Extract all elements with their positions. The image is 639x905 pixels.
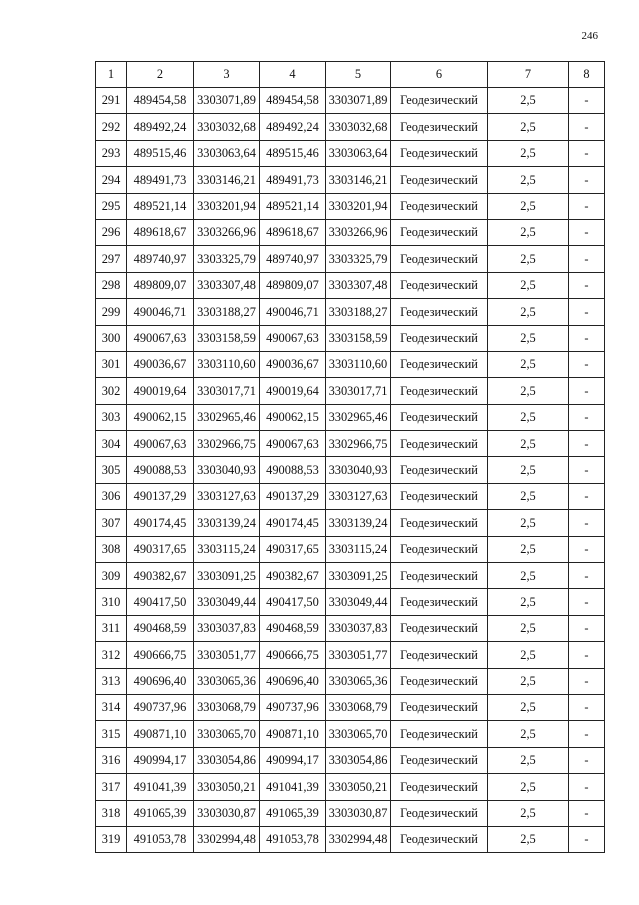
cell-point-number: 313 — [96, 668, 127, 694]
cell-note: - — [569, 483, 605, 509]
cell-y-coordinate: 3303127,63 — [194, 483, 260, 509]
cell-note: - — [569, 774, 605, 800]
cell-method: Геодезический — [391, 563, 488, 589]
cell-y-coordinate: 3303065,36 — [326, 668, 391, 694]
table-row — [96, 114, 605, 140]
table-row — [96, 351, 605, 377]
cell-y-coordinate: 3303050,21 — [326, 774, 391, 800]
cell-point-number: 297 — [96, 246, 127, 272]
cell-x-coordinate: 489618,67 — [127, 219, 194, 245]
table-row — [96, 272, 605, 298]
cell-method: Геодезический — [391, 378, 488, 404]
cell-accuracy: 2,5 — [488, 536, 569, 562]
cell-x-coordinate: 490696,40 — [260, 668, 326, 694]
cell-y-coordinate: 3303127,63 — [326, 483, 391, 509]
cell-point-number: 291 — [96, 88, 127, 114]
cell-y-coordinate: 3303110,60 — [194, 351, 260, 377]
cell-method: Геодезический — [391, 299, 488, 325]
cell-point-number: 295 — [96, 193, 127, 219]
cell-x-coordinate: 490317,65 — [260, 536, 326, 562]
cell-point-number: 312 — [96, 642, 127, 668]
cell-accuracy: 2,5 — [488, 167, 569, 193]
cell-accuracy: 2,5 — [488, 272, 569, 298]
cell-x-coordinate: 490871,10 — [127, 721, 194, 747]
cell-accuracy: 2,5 — [488, 694, 569, 720]
cell-x-coordinate: 490417,50 — [260, 589, 326, 615]
column-header: 1 — [96, 62, 127, 88]
cell-method: Геодезический — [391, 114, 488, 140]
cell-y-coordinate: 3303050,21 — [194, 774, 260, 800]
cell-accuracy: 2,5 — [488, 774, 569, 800]
cell-note: - — [569, 431, 605, 457]
cell-y-coordinate: 3302966,75 — [194, 431, 260, 457]
cell-x-coordinate: 489809,07 — [127, 272, 194, 298]
cell-y-coordinate: 3303201,94 — [326, 193, 391, 219]
cell-method: Геодезический — [391, 536, 488, 562]
cell-note: - — [569, 589, 605, 615]
cell-x-coordinate: 491041,39 — [127, 774, 194, 800]
cell-accuracy: 2,5 — [488, 246, 569, 272]
cell-point-number: 309 — [96, 563, 127, 589]
cell-y-coordinate: 3303307,48 — [194, 272, 260, 298]
cell-method: Геодезический — [391, 272, 488, 298]
cell-y-coordinate: 3303051,77 — [326, 642, 391, 668]
cell-x-coordinate: 490062,15 — [127, 404, 194, 430]
table-row — [96, 246, 605, 272]
cell-y-coordinate: 3303325,79 — [326, 246, 391, 272]
cell-y-coordinate: 3303040,93 — [326, 457, 391, 483]
cell-x-coordinate: 490137,29 — [260, 483, 326, 509]
cell-point-number: 319 — [96, 826, 127, 852]
cell-x-coordinate: 490994,17 — [260, 747, 326, 773]
cell-method: Геодезический — [391, 246, 488, 272]
cell-x-coordinate: 490137,29 — [127, 483, 194, 509]
cell-note: - — [569, 800, 605, 826]
cell-note: - — [569, 88, 605, 114]
cell-x-coordinate: 490019,64 — [127, 378, 194, 404]
table-row — [96, 826, 605, 852]
cell-accuracy: 2,5 — [488, 721, 569, 747]
cell-note: - — [569, 140, 605, 166]
cell-method: Геодезический — [391, 351, 488, 377]
cell-x-coordinate: 489809,07 — [260, 272, 326, 298]
cell-accuracy: 2,5 — [488, 193, 569, 219]
cell-y-coordinate: 3303068,79 — [326, 694, 391, 720]
cell-method: Геодезический — [391, 800, 488, 826]
cell-method: Геодезический — [391, 193, 488, 219]
table-row — [96, 747, 605, 773]
table-row — [96, 483, 605, 509]
cell-y-coordinate: 3303139,24 — [194, 510, 260, 536]
cell-x-coordinate: 490666,75 — [260, 642, 326, 668]
cell-note: - — [569, 642, 605, 668]
cell-y-coordinate: 3303065,36 — [194, 668, 260, 694]
cell-x-coordinate: 489740,97 — [127, 246, 194, 272]
cell-note: - — [569, 536, 605, 562]
cell-y-coordinate: 3303030,87 — [194, 800, 260, 826]
cell-note: - — [569, 272, 605, 298]
cell-point-number: 306 — [96, 483, 127, 509]
cell-y-coordinate: 3303063,64 — [326, 140, 391, 166]
cell-y-coordinate: 3303037,83 — [326, 615, 391, 641]
cell-x-coordinate: 490036,67 — [260, 351, 326, 377]
table-body — [96, 62, 605, 853]
cell-accuracy: 2,5 — [488, 431, 569, 457]
column-header: 6 — [391, 62, 488, 88]
cell-point-number: 294 — [96, 167, 127, 193]
cell-note: - — [569, 351, 605, 377]
column-header: 5 — [326, 62, 391, 88]
cell-y-coordinate: 3303037,83 — [194, 615, 260, 641]
cell-x-coordinate: 491053,78 — [260, 826, 326, 852]
cell-accuracy: 2,5 — [488, 668, 569, 694]
cell-x-coordinate: 490994,17 — [127, 747, 194, 773]
cell-x-coordinate: 490067,63 — [127, 325, 194, 351]
cell-x-coordinate: 491065,39 — [260, 800, 326, 826]
cell-method: Геодезический — [391, 642, 488, 668]
cell-x-coordinate: 489515,46 — [260, 140, 326, 166]
cell-y-coordinate: 3302966,75 — [326, 431, 391, 457]
cell-y-coordinate: 3303091,25 — [194, 563, 260, 589]
cell-method: Геодезический — [391, 167, 488, 193]
cell-point-number: 311 — [96, 615, 127, 641]
cell-y-coordinate: 3302994,48 — [194, 826, 260, 852]
cell-accuracy: 2,5 — [488, 114, 569, 140]
cell-method: Геодезический — [391, 721, 488, 747]
cell-note: - — [569, 457, 605, 483]
cell-method: Геодезический — [391, 747, 488, 773]
cell-y-coordinate: 3303017,71 — [326, 378, 391, 404]
cell-y-coordinate: 3303068,79 — [194, 694, 260, 720]
cell-note: - — [569, 246, 605, 272]
table-header-row — [96, 62, 605, 88]
cell-x-coordinate: 489491,73 — [260, 167, 326, 193]
column-header: 3 — [194, 62, 260, 88]
cell-point-number: 293 — [96, 140, 127, 166]
cell-y-coordinate: 3303158,59 — [326, 325, 391, 351]
cell-method: Геодезический — [391, 774, 488, 800]
cell-accuracy: 2,5 — [488, 140, 569, 166]
cell-y-coordinate: 3303017,71 — [194, 378, 260, 404]
table-row — [96, 325, 605, 351]
cell-accuracy: 2,5 — [488, 589, 569, 615]
cell-point-number: 296 — [96, 219, 127, 245]
cell-x-coordinate: 491065,39 — [127, 800, 194, 826]
cell-point-number: 298 — [96, 272, 127, 298]
cell-note: - — [569, 826, 605, 852]
cell-x-coordinate: 489521,14 — [127, 193, 194, 219]
cell-x-coordinate: 489492,24 — [127, 114, 194, 140]
cell-point-number: 316 — [96, 747, 127, 773]
cell-point-number: 305 — [96, 457, 127, 483]
cell-method: Геодезический — [391, 826, 488, 852]
cell-y-coordinate: 3303146,21 — [326, 167, 391, 193]
cell-x-coordinate: 490067,63 — [127, 431, 194, 457]
cell-y-coordinate: 3303071,89 — [326, 88, 391, 114]
cell-point-number: 314 — [96, 694, 127, 720]
cell-x-coordinate: 490019,64 — [260, 378, 326, 404]
table-row — [96, 431, 605, 457]
cell-accuracy: 2,5 — [488, 563, 569, 589]
cell-x-coordinate: 490317,65 — [127, 536, 194, 562]
table-row — [96, 510, 605, 536]
cell-accuracy: 2,5 — [488, 404, 569, 430]
cell-point-number: 307 — [96, 510, 127, 536]
cell-y-coordinate: 3303115,24 — [326, 536, 391, 562]
cell-note: - — [569, 563, 605, 589]
cell-y-coordinate: 3303032,68 — [194, 114, 260, 140]
table-row — [96, 563, 605, 589]
cell-point-number: 302 — [96, 378, 127, 404]
cell-note: - — [569, 510, 605, 536]
cell-point-number: 303 — [96, 404, 127, 430]
cell-accuracy: 2,5 — [488, 88, 569, 114]
cell-note: - — [569, 193, 605, 219]
cell-y-coordinate: 3303146,21 — [194, 167, 260, 193]
cell-note: - — [569, 114, 605, 140]
cell-x-coordinate: 491041,39 — [260, 774, 326, 800]
cell-point-number: 308 — [96, 536, 127, 562]
cell-y-coordinate: 3303115,24 — [194, 536, 260, 562]
cell-note: - — [569, 219, 605, 245]
cell-note: - — [569, 694, 605, 720]
cell-y-coordinate: 3303266,96 — [194, 219, 260, 245]
cell-x-coordinate: 490417,50 — [127, 589, 194, 615]
cell-x-coordinate: 489454,58 — [260, 88, 326, 114]
cell-point-number: 304 — [96, 431, 127, 457]
cell-accuracy: 2,5 — [488, 219, 569, 245]
cell-x-coordinate: 490382,67 — [127, 563, 194, 589]
cell-y-coordinate: 3303325,79 — [194, 246, 260, 272]
cell-x-coordinate: 489491,73 — [127, 167, 194, 193]
cell-x-coordinate: 490046,71 — [127, 299, 194, 325]
cell-y-coordinate: 3303188,27 — [194, 299, 260, 325]
cell-x-coordinate: 490871,10 — [260, 721, 326, 747]
cell-x-coordinate: 490696,40 — [127, 668, 194, 694]
cell-point-number: 292 — [96, 114, 127, 140]
table-row — [96, 193, 605, 219]
cell-accuracy: 2,5 — [488, 378, 569, 404]
column-header: 7 — [488, 62, 569, 88]
cell-note: - — [569, 299, 605, 325]
cell-method: Геодезический — [391, 510, 488, 536]
cell-y-coordinate: 3303063,64 — [194, 140, 260, 166]
cell-note: - — [569, 404, 605, 430]
cell-y-coordinate: 3303054,86 — [326, 747, 391, 773]
cell-point-number: 301 — [96, 351, 127, 377]
cell-y-coordinate: 3303030,87 — [326, 800, 391, 826]
cell-y-coordinate: 3303040,93 — [194, 457, 260, 483]
cell-y-coordinate: 3303201,94 — [194, 193, 260, 219]
cell-method: Геодезический — [391, 325, 488, 351]
table-row — [96, 219, 605, 245]
cell-method: Геодезический — [391, 404, 488, 430]
cell-y-coordinate: 3302965,46 — [194, 404, 260, 430]
cell-y-coordinate: 3303032,68 — [326, 114, 391, 140]
cell-x-coordinate: 490088,53 — [260, 457, 326, 483]
cell-accuracy: 2,5 — [488, 642, 569, 668]
cell-point-number: 299 — [96, 299, 127, 325]
table-row — [96, 774, 605, 800]
table-row — [96, 800, 605, 826]
cell-y-coordinate: 3303071,89 — [194, 88, 260, 114]
cell-x-coordinate: 490666,75 — [127, 642, 194, 668]
cell-x-coordinate: 489521,14 — [260, 193, 326, 219]
page-number: 246 — [581, 30, 598, 42]
cell-x-coordinate: 490088,53 — [127, 457, 194, 483]
column-header: 4 — [260, 62, 326, 88]
column-header: 2 — [127, 62, 194, 88]
cell-y-coordinate: 3303049,44 — [326, 589, 391, 615]
cell-accuracy: 2,5 — [488, 800, 569, 826]
cell-y-coordinate: 3303065,70 — [194, 721, 260, 747]
cell-y-coordinate: 3303049,44 — [194, 589, 260, 615]
cell-accuracy: 2,5 — [488, 826, 569, 852]
cell-x-coordinate: 491053,78 — [127, 826, 194, 852]
cell-x-coordinate: 489454,58 — [127, 88, 194, 114]
cell-accuracy: 2,5 — [488, 483, 569, 509]
cell-point-number: 317 — [96, 774, 127, 800]
cell-x-coordinate: 490067,63 — [260, 325, 326, 351]
cell-x-coordinate: 490174,45 — [260, 510, 326, 536]
cell-note: - — [569, 615, 605, 641]
cell-y-coordinate: 3303110,60 — [326, 351, 391, 377]
cell-point-number: 310 — [96, 589, 127, 615]
cell-y-coordinate: 3303307,48 — [326, 272, 391, 298]
cell-note: - — [569, 167, 605, 193]
table-row — [96, 694, 605, 720]
table-row — [96, 88, 605, 114]
cell-accuracy: 2,5 — [488, 299, 569, 325]
cell-x-coordinate: 490067,63 — [260, 431, 326, 457]
cell-method: Геодезический — [391, 219, 488, 245]
cell-accuracy: 2,5 — [488, 747, 569, 773]
cell-method: Геодезический — [391, 457, 488, 483]
table-row — [96, 721, 605, 747]
table-row — [96, 615, 605, 641]
cell-x-coordinate: 490036,67 — [127, 351, 194, 377]
cell-note: - — [569, 721, 605, 747]
cell-point-number: 300 — [96, 325, 127, 351]
cell-note: - — [569, 325, 605, 351]
table-row — [96, 536, 605, 562]
cell-x-coordinate: 490062,15 — [260, 404, 326, 430]
cell-point-number: 318 — [96, 800, 127, 826]
column-header: 8 — [569, 62, 605, 88]
cell-method: Геодезический — [391, 483, 488, 509]
cell-y-coordinate: 3303091,25 — [326, 563, 391, 589]
cell-y-coordinate: 3303188,27 — [326, 299, 391, 325]
cell-y-coordinate: 3303051,77 — [194, 642, 260, 668]
cell-y-coordinate: 3303139,24 — [326, 510, 391, 536]
cell-x-coordinate: 490382,67 — [260, 563, 326, 589]
cell-accuracy: 2,5 — [488, 457, 569, 483]
cell-method: Геодезический — [391, 140, 488, 166]
table-row — [96, 167, 605, 193]
cell-x-coordinate: 490046,71 — [260, 299, 326, 325]
table-row — [96, 378, 605, 404]
cell-accuracy: 2,5 — [488, 510, 569, 536]
cell-method: Геодезический — [391, 431, 488, 457]
table-row — [96, 299, 605, 325]
cell-method: Геодезический — [391, 589, 488, 615]
table-row — [96, 668, 605, 694]
cell-point-number: 315 — [96, 721, 127, 747]
table-row — [96, 589, 605, 615]
cell-note: - — [569, 747, 605, 773]
cell-method: Геодезический — [391, 694, 488, 720]
cell-x-coordinate: 490174,45 — [127, 510, 194, 536]
cell-x-coordinate: 489740,97 — [260, 246, 326, 272]
coordinates-table — [95, 61, 605, 853]
cell-x-coordinate: 490737,96 — [260, 694, 326, 720]
cell-accuracy: 2,5 — [488, 325, 569, 351]
table-row — [96, 642, 605, 668]
cell-method: Геодезический — [391, 88, 488, 114]
cell-y-coordinate: 3303266,96 — [326, 219, 391, 245]
cell-x-coordinate: 489515,46 — [127, 140, 194, 166]
cell-y-coordinate: 3303054,86 — [194, 747, 260, 773]
cell-note: - — [569, 378, 605, 404]
cell-x-coordinate: 490468,59 — [127, 615, 194, 641]
cell-y-coordinate: 3302965,46 — [326, 404, 391, 430]
cell-x-coordinate: 489618,67 — [260, 219, 326, 245]
cell-accuracy: 2,5 — [488, 351, 569, 377]
cell-method: Геодезический — [391, 615, 488, 641]
table-row — [96, 140, 605, 166]
cell-note: - — [569, 668, 605, 694]
cell-method: Геодезический — [391, 668, 488, 694]
cell-y-coordinate: 3303158,59 — [194, 325, 260, 351]
cell-y-coordinate: 3302994,48 — [326, 826, 391, 852]
table-row — [96, 404, 605, 430]
table-row — [96, 457, 605, 483]
cell-x-coordinate: 490737,96 — [127, 694, 194, 720]
cell-accuracy: 2,5 — [488, 615, 569, 641]
cell-x-coordinate: 490468,59 — [260, 615, 326, 641]
cell-y-coordinate: 3303065,70 — [326, 721, 391, 747]
cell-x-coordinate: 489492,24 — [260, 114, 326, 140]
